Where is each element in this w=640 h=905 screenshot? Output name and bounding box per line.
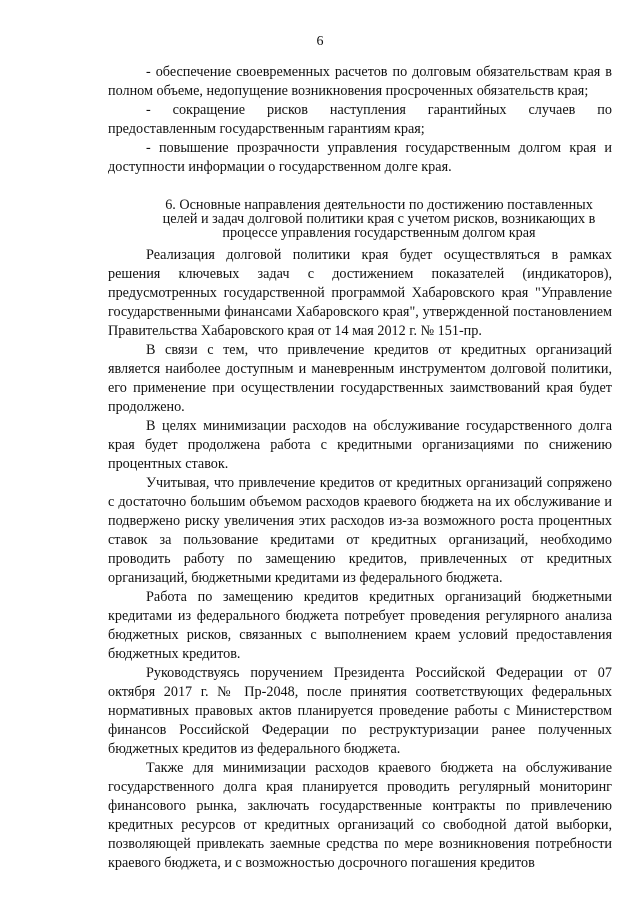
- paragraph: В связи с тем, что привлечение кредитов от кредитных организаций является наиболее доступным и маневренным инструментом долговой политики, его применение при осуществлении государственных заимствований края будет продолжено.: [108, 342, 612, 415]
- paragraph: В целях минимизации расходов на обслуживание государственного долга края будет продолжена работа с кредитными организациями по снижению процентных ставок.: [108, 418, 612, 472]
- bullet-item: - повышение прозрачности управления государственным долгом края и доступности информации о государственном долге края.: [108, 140, 612, 175]
- document-body: [108, 63, 612, 873]
- paragraph: Работа по замещению кредитов кредитных организаций бюджетными кредитами из федерального бюджета потребует проведения регулярного анализа бюджетных рисков, связанных с выполнением краем условий предоставления бюджетных кредитов.: [108, 589, 612, 662]
- page-number: 6: [316, 34, 324, 49]
- paragraph: Руководствуясь поручением Президента Российской Федерации от 07 октября 2017 г. № Пр-2048, после принятия соответствующих федеральных нормативных правовых актов планируется проведение работы с Министерством финансов Российской Федерации по реструктуризации ранее полученных бюджетных кредитов из федерального бюджета.: [108, 665, 612, 757]
- bullet-item: - обеспечение своевременных расчетов по долговым обязательствам края в полном объеме, недопущение возникновения просроченных обязательств края;: [108, 64, 612, 99]
- paragraph: Учитывая, что привлечение кредитов от кредитных организаций сопряжено с достаточно большим объемом расходов краевого бюджета на их обслуживание и подвержено риску увеличения этих расходов из-за возможного роста процентных ставок за пользование кредитами от кредитных организаций, необходимо проводить работу по замещению кредитов, привлеченных от кредитных организаций, бюджетными кредитами из федерального бюджета.: [108, 475, 612, 586]
- bullet-item: - сокращение рисков наступления гарантийных случаев по предоставленным государственным гарантиям края;: [108, 102, 612, 137]
- paragraph: Также для минимизации расходов краевого бюджета на обслуживание государственного долга края планируется проводить регулярный мониторинг финансового рынка, заключать государственные контракты по привлечению кредитных ресурсов от кредитных организаций со свободной датой выборки, позволяющей привлекать заемные средства по мере возникновения потребности краевого бюджета, и с возможностью досрочного погашения кредитов: [108, 760, 612, 871]
- section-heading: 6. Основные направления деятельности по достижению поставленных целей и задач долговой политики края с учетом рисков, возникающих в процессе управления государственным долгом края: [162, 197, 596, 241]
- paragraph: Реализация долговой политики края будет осуществляться в рамках решения ключевых задач с достижением показателей (индикаторов), предусмотренных государственной программой Хабаровского края "Управление государственными финансами Хабаровского края", утвержденной постановлением Правительства Хабаровского края от 14 мая 2012 г. № 151-пр.: [108, 247, 612, 339]
